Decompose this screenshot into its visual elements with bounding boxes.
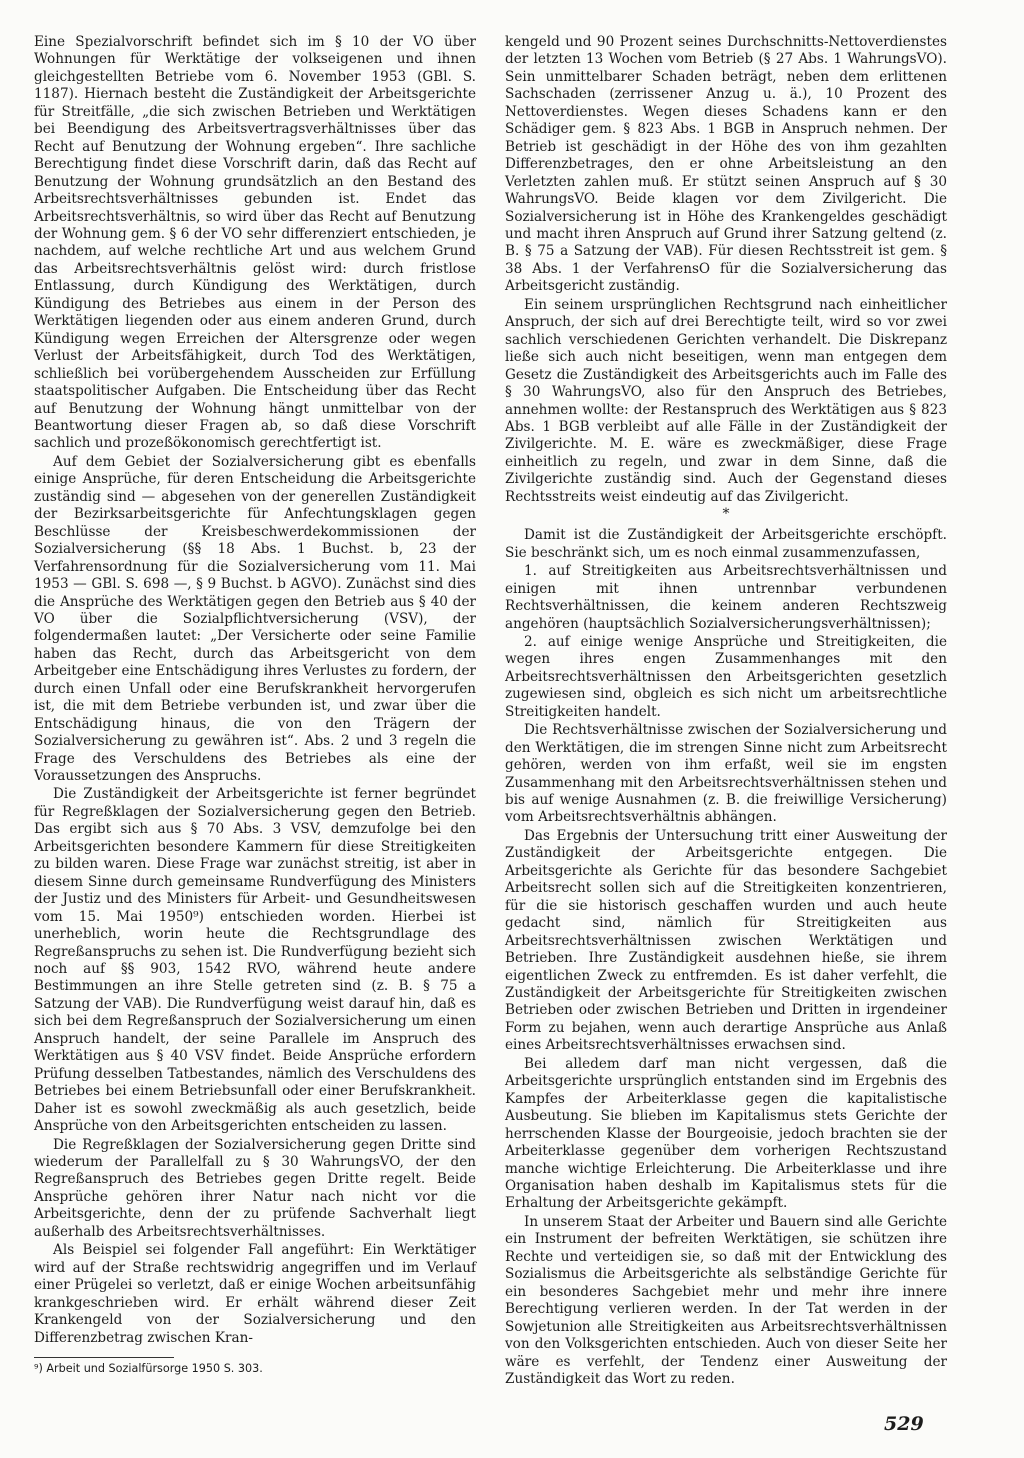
paragraph: Auf dem Gebiet der Sozialversicherung gibt es ebenfalls einige Ansprüche, für deren Entscheidung die Arbeitsgerichte zuständig sind — abgesehen von der generellen Zuständigkeit der Bezirksarbeitsgerichte für Anfechtungsklagen gegen Beschlüsse der Kreisbeschwerdekommissionen der Sozialversicherung (§§ 18 Abs. 1 Buchst. b, 23 der Verfahrensordnung für die Sozialversicherung vom 11. Mai 1953 — GBl. S. 698 —, § 9 Buchst. b AGVO). Zunächst sind dies die Ansprüche des Werktätigen gegen den Betrieb aus § 40 der VO über die Sozialpflichtversicherung (VSV), der folgendermaßen lautet: „Der Versicherte oder seine Familie haben das Recht, durch das Arbeitsgericht von dem Arbeitgeber eine Entschädigung ihres Verlustes zu fordern, der durch einen Unfall oder eine Berufskrankheit hervorgerufen ist, die mit dem Betriebe verbunden ist, und zwar über die Entschädigung hinaus, die von den Trägern der Sozialversicherung zu gewähren ist“. Abs. 2 und 3 regeln die Frage des Verschuldens des Betriebes als eine der Voraussetzungen des Anspruchs.	[34, 453, 476, 785]
footnote-rule	[34, 1357, 174, 1358]
paragraph: Ein seinem ursprünglichen Rechtsgrund nach einheitlicher Anspruch, der sich auf drei Berechtigte teilt, wird so vor zwei sachlich verschiedenen Gerichten verhandelt. Die Diskrepanz ließe sich auch nicht beseitigen, wenn man entgegen dem Gesetz die Zuständigkeit des Arbeitsgerichts auch im Falle des § 30 WahrungsVO, also für den Anspruch des Betriebes, annehmen wollte: der Restanspruch des Werktätigen aus § 823 Abs. 1 BGB verbleibt auf alle Fälle in der Zuständigkeit der Zivilgerichte. M. E. wäre es zweckmäßiger, diese Frage einheitlich zu regeln, und zwar in dem Sinne, daß die Zivilgerichte zuständig sind. Auch der Gegenstand dieses Rechtsstreits weist eindeutig auf das Zivilgericht.	[505, 296, 947, 505]
paragraph: Die Rechtsverhältnisse zwischen der Sozialversicherung und den Werktätigen, die im strengen Sinne nicht zum Arbeitsrecht gehören, werden von ihm erfaßt, weil sie im engsten Zusammenhang mit den Arbeitsrechtsverhältnissen stehen und bis auf wenige Ausnahmen (z. B. die freiwillige Versicherung) vom Arbeitsrechtsverhältnis abhängen.	[505, 722, 947, 826]
paragraph: In unserem Staat der Arbeiter und Bauern sind alle Gerichte ein Instrument der befreiten Werktätigen, sie schützen ihre Rechte und verteidigen sie, so daß mit der Entwicklung des Sozialismus die Arbeitsgerichte als selbständige Gerichte für ein besonderes Sachgebiet mehr und mehr ihre innere Berechtigung verlieren werden. In der Tat werden in der Sowjetunion alle Streitigkeiten aus Arbeitsrechtsverhältnissen von den Volksgerichten entschieden. Auch von dieser Seite her wäre es verfehlt, der Tendenz einer Ausweitung der Zuständigkeit das Wort zu reden.	[505, 1213, 947, 1387]
paragraph: Eine Spezialvorschrift befindet sich im § 10 der VO über Wohnungen für Werktätige der volkseigenen und ihnen gleichgestellten Betriebe vom 6. November 1953 (GBl. S. 1187). Hiernach besteht die Zuständigkeit der Arbeitsgerichte für Streitfälle, „die sich zwischen Betrieben und Werktätigen bei Beendigung des Arbeitsvertragsverhältnisses über das Recht auf Benutzung der Wohnung ergeben“. Ihre sachliche Berechtigung findet diese Vorschrift darin, daß das Recht auf Benutzung der Wohnung grundsätzlich an den Bestand des Arbeitsrechtsverhältnisses gebunden ist. Endet das Arbeitsrechtsverhältnis, so wird über das Recht auf Benutzung der Wohnung gem. § 6 der VO sehr differenziert entschieden, je nachdem, auf welche rechtliche Art und aus welchem Grund das Arbeitsrechtsverhältnis gelöst wird: durch fristlose Entlassung, durch Kündigung des Werktätigen, durch Kündigung des Betriebes aus einem in der Person des Werktätigen liegenden oder aus einem anderen Grund, durch Kündigung wegen Erreichen der Altersgrenze oder wegen Verlust der Arbeitsfähigkeit, durch Tod des Werktätigen, schließlich bei vorübergehendem Ausscheiden zur Erfüllung staatspolitischer Aufgaben. Die Entscheidung über das Recht auf Benutzung der Wohnung hängt unmittelbar von der Beantwortung dieser Fragen ab, so daß diese Vorschrift sachlich und prozeßökonomisch gerechtfertigt ist.	[34, 34, 476, 452]
left-column	[34, 34, 476, 1376]
list-item: 1. auf Streitigkeiten aus Arbeitsrechtsverhältnissen und einigen mit ihnen untrennbar verbundenen Rechtsverhältnissen, die keinem anderen Rechtszweig angehören (hauptsächlich Sozialversicherungsverhältnissen);	[505, 563, 947, 632]
paragraph: Als Beispiel sei folgender Fall angeführt: Ein Werktätiger wird auf der Straße rechtswidrig angegriffen und im Verlauf einer Prügelei so verletzt, daß er einige Wochen arbeitsunfähig krankgeschrieben wird. Er erhält während dieser Zeit Krankengeld von der Sozialversicherung und den Differenzbetrag zwischen Kran-	[34, 1242, 476, 1346]
page-number: 529	[884, 1413, 924, 1435]
paragraph: Die Zuständigkeit der Arbeitsgerichte ist ferner begründet für Regreßklagen der Sozialversicherung gegen den Betrieb. Das ergibt sich aus § 70 Abs. 3 VSV, demzufolge bei den Arbeitsgerichten besondere Kammern für diese Streitigkeiten zu bilden waren. Diese Frage war zunächst streitig, ist aber in diesem Sinne durch gemeinsame Rundverfügung des Ministers der Justiz und des Ministers für Arbeit- und Gesundheitswesen vom 15. Mai 1950⁹) entschieden worden. Hierbei ist unerheblich, worin heute die Rechtsgrundlage des Regreßanspruchs zu sehen ist. Die Rundverfügung bezieht sich noch auf §§ 903, 1542 RVO, während heute andere Bestimmungen an ihre Stelle getreten sind (z. B. § 75 a Satzung der VAB). Die Rundverfügung weist darauf hin, daß es sich bei dem Regreßanspruch der Sozialversicherung um einen Anspruch handelt, der seine Parallele im Anspruch des Werktätigen aus § 40 VSV findet. Beide Ansprüche erfordern Prüfung desselben Tatbestandes, nämlich des Verschuldens des Betriebes bei einem Betriebsunfall oder einer Berufskrankheit. Daher ist es sowohl zweckmäßig als auch gesetzlich, beide Ansprüche von den Arbeitsgerichten entscheiden zu lassen.	[34, 786, 476, 1135]
footnote: ⁹) Arbeit und Sozialfürsorge 1950 S. 303.	[34, 1361, 263, 1375]
paragraph: Die Regreßklagen der Sozialversicherung gegen Dritte sind wiederum der Parallelfall zu § 30 WahrungsVO, der den Regreßanspruch des Betriebes gegen Dritte regelt. Beide Ansprüche gehören ihrer Natur nach nicht vor die Arbeitsgerichte, denn der zu prüfende Sachverhalt liegt außerhalb des Arbeitsrechtsverhältnisses.	[34, 1136, 476, 1240]
paragraph: Bei alledem darf man nicht vergessen, daß die Arbeitsgerichte ursprünglich entstanden sind im Ergebnis des Kampfes der Arbeiterklasse gegen die kapitalistische Ausbeutung. Sie blieben im Kapitalismus stets Gerichte der herrschenden Klasse der Bourgeoisie, jedoch brachten sie der Arbeiterklasse gegenüber dem vorherigen Rechtszustand manche wichtige Erleichterung. Die Arbeiterklasse und ihre Organisation haben deshalb im Kapitalismus stets für die Erhaltung der Arbeitsgerichte gekämpft.	[505, 1055, 947, 1212]
list-item: 2. auf einige wenige Ansprüche und Streitigkeiten, die wegen ihres engen Zusammenhanges mit den Arbeitsrechtsverhältnissen den Arbeitsgerichten gesetzlich zugewiesen sind, obgleich es sich nicht um arbeitsrechtliche Streitigkeiten handelt.	[505, 633, 947, 720]
right-column	[505, 34, 947, 1389]
paragraph: kengeld und 90 Prozent seines Durchschnitts-Nettoverdienstes der letzten 13 Wochen vom Betrieb (§ 27 Abs. 1 WahrungsVO). Sein unmittelbarer Schaden beträgt, neben dem erlittenen Sachschaden (zerrissener Anzug u. ä.), 10 Prozent des Nettoverdienstes. Wegen dieses Schadens kann er den Schädiger gem. § 823 Abs. 1 BGB in Anspruch nehmen. Der Betrieb ist geschädigt in der Höhe des von ihm gezahlten Differenzbetrages, den er ohne Arbeitsleistung an den Verletzten zahlen muß. Er stützt seinen Anspruch auf § 30 WahrungsVO. Beide klagen vor dem Zivilgericht. Die Sozialversicherung ist in Höhe des Krankengeldes geschädigt und macht ihren Anspruch auf Grund ihrer Satzung geltend (z. B. § 75 a Satzung der VAB). Für diesen Rechtsstreit ist gem. § 38 Abs. 1 der VerfahrensO für die Sozialversicherung das Arbeitsgericht zuständig.	[505, 34, 947, 295]
paragraph: Damit ist die Zuständigkeit der Arbeitsgerichte erschöpft. Sie beschränkt sich, um es noch einmal zusammenzufassen,	[505, 527, 947, 561]
section-break: *	[722, 506, 730, 523]
paragraph: Das Ergebnis der Untersuchung tritt einer Ausweitung der Zuständigkeit der Arbeitsgerichte entgegen. Die Arbeitsgerichte als Gerichte für das besondere Sachgebiet Arbeitsrecht sollen sich auf die Streitigkeiten konzentrieren, für die sie historisch geschaffen wurden und auch heute gedacht sind, nämlich für Streitigkeiten aus Arbeitsrechtsverhältnissen zwischen Werktätigen und Betrieben. Ihre Zuständigkeit ausdehnen hieße, sie ihrem eigentlichen Zweck zu entfremden. Es ist daher verfehlt, die Zuständigkeit der Arbeitsgerichte für Streitigkeiten zwischen Betrieben oder zwischen Betrieben und Dritten in irgendeiner Form zu bejahen, wenn auch derartige Ansprüche aus Anlaß eines Arbeitsrechtsverhältnisses erwachsen sind.	[505, 827, 947, 1054]
